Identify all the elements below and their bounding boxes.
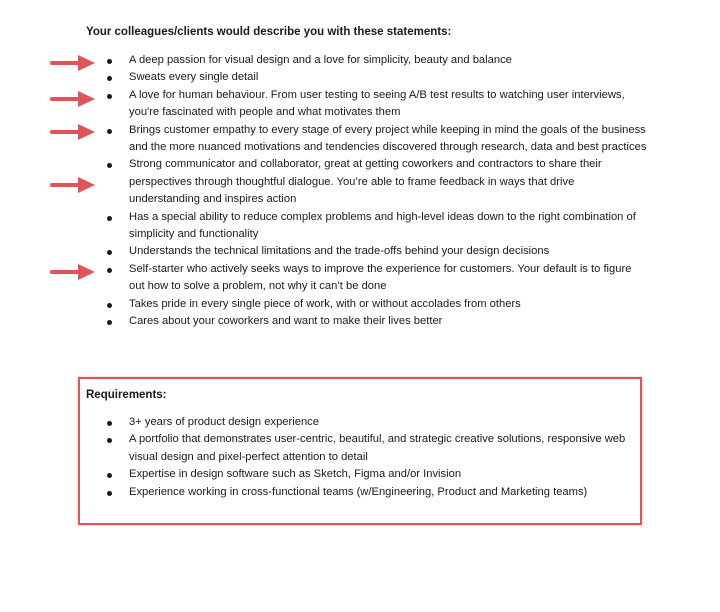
requirements-heading: Requirements: [86,389,167,401]
list-item: Brings customer empathy to every stage of every project while keeping in mind the goals of the business and the more nuanced motivations and tendencies discovered through research, data and best practices [107,122,647,157]
arrow-icon [50,52,98,74]
list-item: Sweats every single detail [107,69,647,86]
arrow-icon [50,88,98,110]
statements-heading: Your colleagues/clients would describe you with these statements: [86,26,452,38]
list-item: Self-starter who actively seeks ways to improve the experience for customers. Your default is to figure out how to solve a problem, not why it can’t be done [107,261,647,296]
list-item: 3+ years of product design experience [107,414,637,431]
arrow-icon [50,121,98,143]
list-item: Strong communicator and collaborator, great at getting coworkers and contractors to share their perspectives through thoughtful dialogue. You’re able to frame feedback in ways that drive understanding and inspires action [107,156,647,208]
list-item: Cares about your coworkers and want to make their lives better [107,313,647,330]
list-item: Experience working in cross-functional teams (w/Engineering, Product and Marketing teams) [107,484,637,501]
list-item: A deep passion for visual design and a love for simplicity, beauty and balance [107,52,647,69]
arrow-icon [50,174,98,196]
arrow-icon [50,261,98,283]
list-item: Has a special ability to reduce complex problems and high-level ideas down to the right combination of simplicity and functionality [107,209,647,244]
list-item: A portfolio that demonstrates user-centric, beautiful, and strategic creative solutions, responsive web visual design and pixel-perfect attention to detail [107,431,637,466]
list-item: Expertise in design software such as Sketch, Figma and/or Invision [107,466,637,483]
list-item: Takes pride in every single piece of work, with or without accolades from others [107,296,647,313]
list-item: Understands the technical limitations and the trade-offs behind your design decisions [107,243,647,260]
statements-list [107,52,647,331]
list-item: A love for human behaviour. From user testing to seeing A/B test results to watching user interviews, you're fascinated with people and what motivates them [107,87,647,122]
requirements-list [107,414,637,501]
